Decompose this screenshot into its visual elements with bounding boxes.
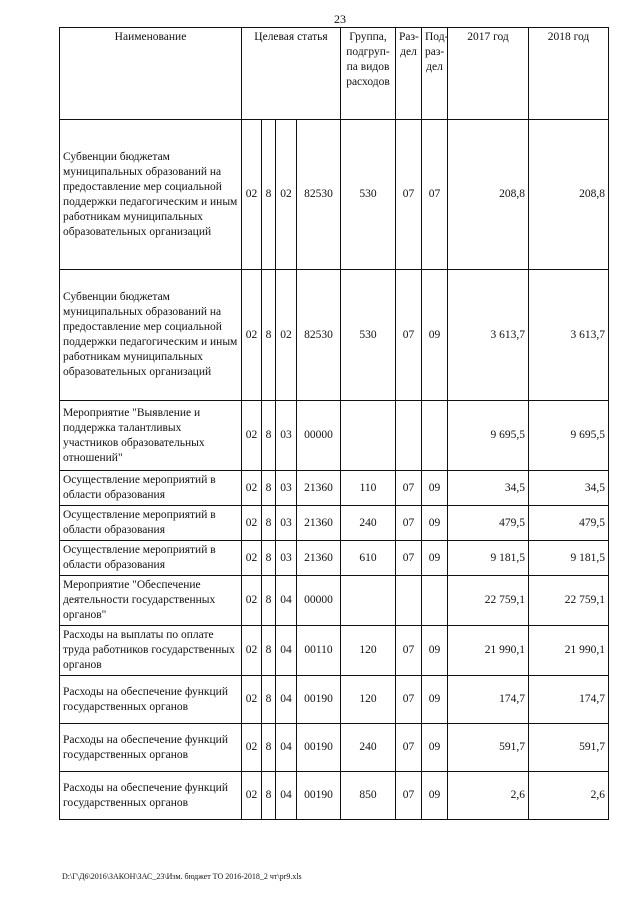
row-code-subprogram: 8 [262,772,276,820]
row-code-program: 02 [242,270,262,401]
row-code-program: 02 [242,120,262,270]
row-value-2017: 9 181,5 [448,541,529,576]
row-section: 07 [396,120,422,270]
row-code-subprogram: 8 [262,724,276,772]
row-section: 07 [396,772,422,820]
row-code-event: 03 [276,401,297,471]
row-value-2018: 479,5 [529,506,609,541]
table-row [60,541,609,576]
row-value-2017: 208,8 [448,120,529,270]
row-value-2017: 21 990,1 [448,626,529,676]
row-value-2017: 9 695,5 [448,401,529,471]
row-name: Осуществление мероприятий в области образования [60,471,242,506]
row-code-program: 02 [242,676,262,724]
row-section: 07 [396,626,422,676]
row-code-direction: 21360 [297,471,341,506]
row-code-direction: 21360 [297,541,341,576]
row-value-2017: 2,6 [448,772,529,820]
row-name: Расходы на выплаты по оплате труда работников государственных органов [60,626,242,676]
row-name: Мероприятие "Обеспечение деятельности государственных органов" [60,576,242,626]
row-group: 240 [341,506,396,541]
row-subsection: 09 [422,471,448,506]
row-group: 530 [341,120,396,270]
col-header-2018: 2018 год [529,28,609,120]
row-value-2018: 34,5 [529,471,609,506]
row-code-event: 03 [276,541,297,576]
row-group: 120 [341,676,396,724]
row-value-2018: 21 990,1 [529,626,609,676]
table-row [60,270,609,401]
table-row [60,506,609,541]
row-code-event: 04 [276,576,297,626]
col-header-name: Наименование [60,28,242,120]
row-subsection: 09 [422,541,448,576]
row-group: 850 [341,772,396,820]
row-code-event: 03 [276,471,297,506]
row-subsection: 09 [422,772,448,820]
row-code-event: 04 [276,626,297,676]
row-code-direction: 00190 [297,724,341,772]
row-code-subprogram: 8 [262,471,276,506]
col-header-2017: 2017 год [448,28,529,120]
row-subsection: 09 [422,270,448,401]
row-value-2018: 208,8 [529,120,609,270]
row-group: 240 [341,724,396,772]
budget-table [59,27,609,820]
row-code-subprogram: 8 [262,401,276,471]
row-group: 610 [341,541,396,576]
row-name: Субвенции бюджетам муниципальных образований на предоставление мер социальной поддержки педагогическим и иным работникам муниципальных образовательных организаций [60,270,242,401]
row-section [396,576,422,626]
row-code-event: 04 [276,676,297,724]
row-value-2017: 34,5 [448,471,529,506]
row-value-2018: 591,7 [529,724,609,772]
row-code-direction: 00000 [297,576,341,626]
row-code-subprogram: 8 [262,541,276,576]
row-section: 07 [396,471,422,506]
row-value-2017: 3 613,7 [448,270,529,401]
col-header-section: Раз- дел [396,28,422,120]
row-name: Расходы на обеспечение функций государственных органов [60,724,242,772]
row-code-event: 02 [276,270,297,401]
row-code-event: 04 [276,724,297,772]
row-subsection: 09 [422,724,448,772]
table-row [60,724,609,772]
row-code-event: 02 [276,120,297,270]
col-header-subsection: Под- раз- дел [422,28,448,120]
col-header-group: Группа, подгруп- па видов расходов [341,28,396,120]
row-code-event: 03 [276,506,297,541]
col-header-target: Целевая статья [242,28,341,120]
table-row [60,471,609,506]
row-code-subprogram: 8 [262,676,276,724]
row-code-direction: 00000 [297,401,341,471]
row-name: Расходы на обеспечение функций государственных органов [60,676,242,724]
row-subsection: 09 [422,626,448,676]
row-code-direction: 00190 [297,676,341,724]
row-section: 07 [396,270,422,401]
table-row [60,772,609,820]
row-section: 07 [396,676,422,724]
row-value-2017: 479,5 [448,506,529,541]
row-code-direction: 21360 [297,506,341,541]
row-section [396,401,422,471]
row-value-2018: 9 181,5 [529,541,609,576]
row-group: 530 [341,270,396,401]
row-value-2017: 591,7 [448,724,529,772]
row-name: Осуществление мероприятий в области образования [60,541,242,576]
row-name: Расходы на обеспечение функций государственных органов [60,772,242,820]
row-name: Субвенции бюджетам муниципальных образований на предоставление мер социальной поддержки педагогическим и иным работникам муниципальных образовательных организаций [60,120,242,270]
row-code-program: 02 [242,724,262,772]
row-value-2018: 9 695,5 [529,401,609,471]
row-code-direction: 82530 [297,270,341,401]
row-group [341,576,396,626]
row-code-program: 02 [242,506,262,541]
row-value-2017: 22 759,1 [448,576,529,626]
row-code-subprogram: 8 [262,270,276,401]
row-group: 110 [341,471,396,506]
row-subsection: 09 [422,506,448,541]
row-code-event: 04 [276,772,297,820]
row-name: Мероприятие "Выявление и поддержка талантливых участников образовательных отношений" [60,401,242,471]
row-group [341,401,396,471]
table-row [60,576,609,626]
row-code-program: 02 [242,401,262,471]
row-code-subprogram: 8 [262,506,276,541]
row-value-2018: 174,7 [529,676,609,724]
row-section: 07 [396,506,422,541]
row-code-subprogram: 8 [262,576,276,626]
row-code-direction: 00190 [297,772,341,820]
row-code-direction: 00110 [297,626,341,676]
table-row [60,626,609,676]
row-section: 07 [396,541,422,576]
page-number: 23 [334,12,346,26]
row-code-program: 02 [242,626,262,676]
row-code-program: 02 [242,541,262,576]
row-name: Осуществление мероприятий в области образования [60,506,242,541]
row-subsection: 09 [422,676,448,724]
table-row [60,401,609,471]
table-row [60,120,609,270]
row-code-program: 02 [242,772,262,820]
row-group: 120 [341,626,396,676]
row-subsection [422,576,448,626]
row-value-2018: 22 759,1 [529,576,609,626]
row-code-subprogram: 8 [262,120,276,270]
file-path-footer: D:\Г\Д6\2016\ЗАКОН\ЗАС_23\Изм. бюджет ТО 2016-2018_2 чт\pr9.xls [62,872,302,881]
row-value-2018: 2,6 [529,772,609,820]
row-value-2017: 174,7 [448,676,529,724]
row-code-subprogram: 8 [262,626,276,676]
row-code-direction: 82530 [297,120,341,270]
header-row [60,28,609,120]
row-value-2018: 3 613,7 [529,270,609,401]
row-section: 07 [396,724,422,772]
row-code-program: 02 [242,576,262,626]
row-code-program: 02 [242,471,262,506]
row-subsection: 07 [422,120,448,270]
table-row [60,676,609,724]
row-subsection [422,401,448,471]
